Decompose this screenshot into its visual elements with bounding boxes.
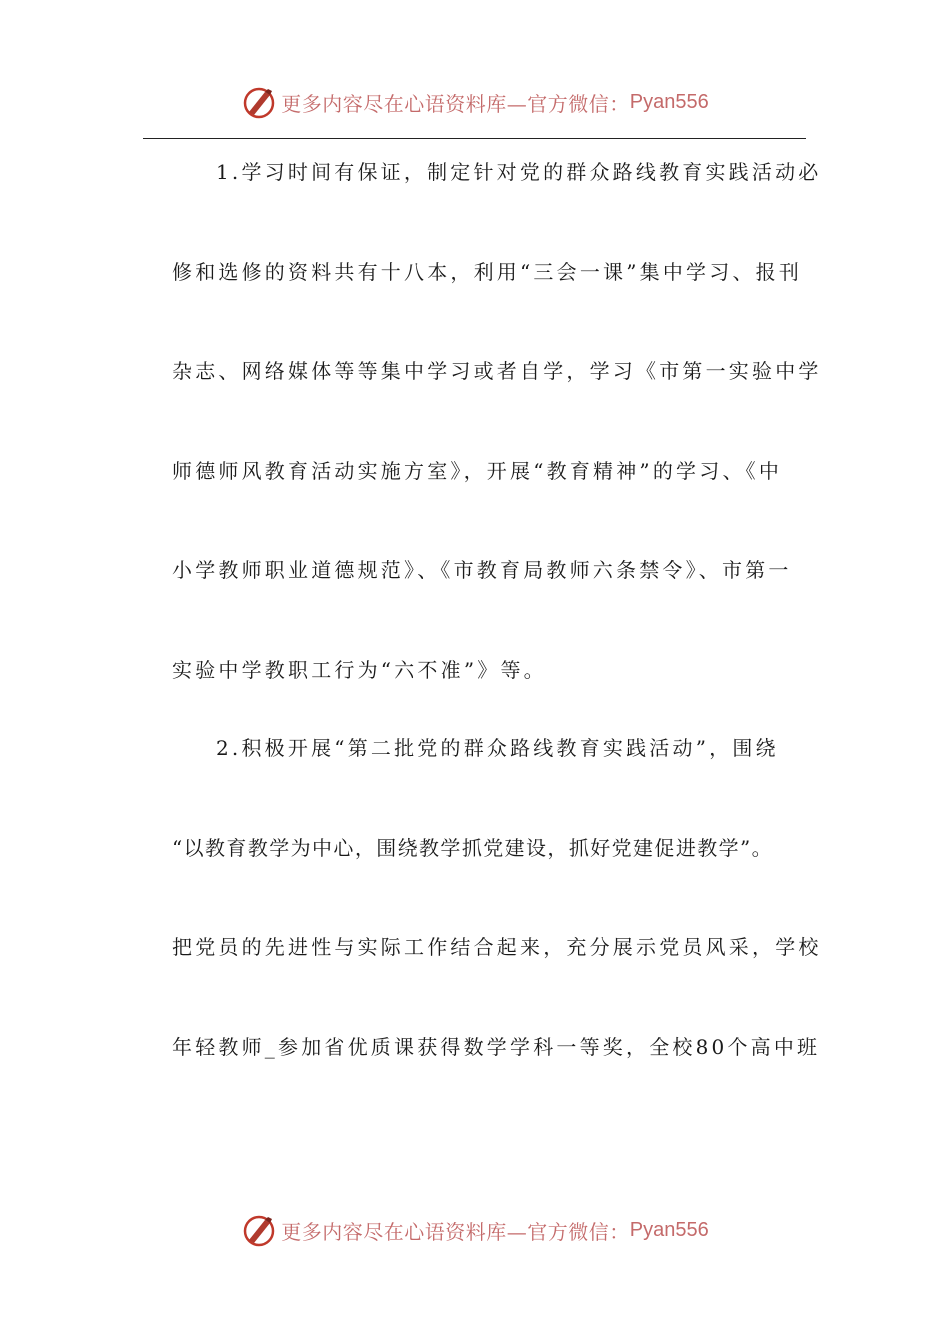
- paragraph-line: “以教育教学为中心，围绕教学抓党建设，抓好党建促进教学”。: [172, 835, 774, 860]
- pen-logo-icon: [241, 84, 277, 120]
- header-banner-text: 更多内容尽在心语资料库—官方微信：: [281, 91, 630, 116]
- header-wechat-id: Pyan556: [629, 90, 709, 113]
- footer-wechat-id: Pyan556: [629, 1218, 709, 1241]
- paragraph-line: 师德师风教育活动实施方室》，开展“教育精神”的学习、《中: [172, 458, 783, 483]
- header-divider: [143, 138, 806, 139]
- paragraph-line: 修和选修的资料共有十八本，利用“三会一课”集中学习、报刊: [172, 259, 803, 284]
- paragraph-line: 杂志、网络媒体等等集中学习或者自学，学习《市第一实验中学: [172, 359, 822, 384]
- paragraph-line: 年轻教师_参加省优质课获得数学学科一等奖，全校80个高中班: [172, 1034, 821, 1059]
- pen-logo-icon: [241, 1212, 277, 1248]
- footer-banner: [0, 1208, 950, 1252]
- paragraph-line: 2.积极开展“第二批党的群众路线教育实践活动”，围绕: [216, 735, 779, 760]
- paragraph-line: 把党员的先进性与实际工作结合起来，充分展示党员风采，学校: [172, 935, 822, 960]
- paragraph-line: 实验中学教职工行为“六不准”》等。: [172, 657, 547, 682]
- document-body: [172, 148, 822, 1122]
- header-banner: [0, 80, 950, 124]
- paragraph-line: 1.学习时间有保证，制定针对党的群众路线教育实践活动必: [216, 160, 822, 184]
- paragraph-line: 小学教师职业道德规范》、《市教育局教师六条禁令》、市第一: [172, 558, 792, 583]
- footer-banner-text: 更多内容尽在心语资料库—官方微信：: [281, 1219, 630, 1244]
